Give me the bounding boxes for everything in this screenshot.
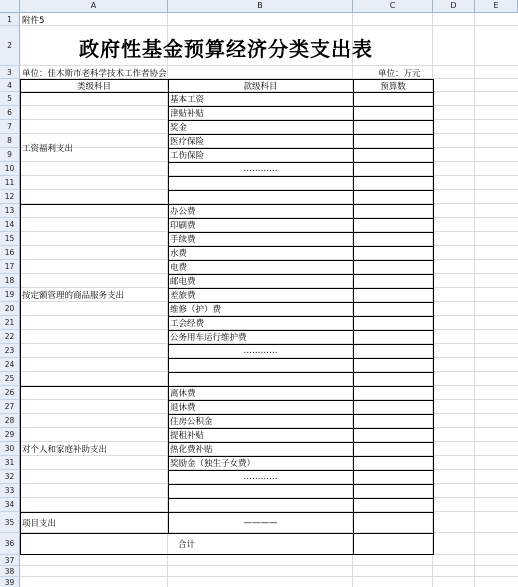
- group-salary-welfare: 工资福利支出: [22, 144, 74, 154]
- unit-organization: 单位：佳木斯市老科学技术工作者协会: [22, 68, 167, 79]
- row-header-21[interactable]: 21: [0, 316, 20, 330]
- row-header-9[interactable]: 9: [0, 148, 20, 162]
- page-title: 政府性基金预算经济分类支出表: [79, 36, 373, 61]
- gridline: [474, 13, 475, 587]
- table-border: [168, 428, 433, 429]
- row-header-3[interactable]: 3: [0, 66, 20, 79]
- item-cell[interactable]: 印刷费: [170, 221, 196, 231]
- row-header-2[interactable]: 2: [0, 26, 20, 66]
- table-border: [168, 442, 433, 443]
- item-cell[interactable]: 邮电费: [170, 277, 196, 287]
- item-cell[interactable]: 提租补贴: [170, 431, 205, 441]
- table-border: [168, 190, 433, 191]
- group-commodity-services: 按定额管理的商品服务支出: [22, 291, 125, 301]
- row-header-7[interactable]: 7: [0, 120, 20, 134]
- row-header-26[interactable]: 26: [0, 386, 20, 400]
- table-border: [168, 456, 433, 457]
- item-cell[interactable]: 基本工资: [170, 95, 205, 105]
- row-header-19[interactable]: 19: [0, 288, 20, 302]
- table-border: [168, 232, 433, 233]
- select-all-corner[interactable]: [0, 0, 20, 13]
- table-border: [168, 218, 433, 219]
- table-border: [20, 533, 433, 534]
- header-item: 款级科目: [243, 81, 278, 92]
- item-cell[interactable]: 奖励金（独生子女费）: [170, 459, 256, 469]
- item-cell[interactable]: 电费: [170, 263, 188, 273]
- row-header-39[interactable]: 39: [0, 577, 20, 587]
- item-cell[interactable]: 津贴补贴: [170, 109, 205, 119]
- table-border: [168, 302, 433, 303]
- table-border: [168, 134, 433, 135]
- table-border: [20, 92, 433, 93]
- row-header-38[interactable]: 38: [0, 566, 20, 577]
- item-cell[interactable]: 退休费: [170, 403, 196, 413]
- row-header-34[interactable]: 34: [0, 498, 20, 512]
- item-cell[interactable]: 手续费: [170, 235, 196, 245]
- row-header-17[interactable]: 17: [0, 260, 20, 274]
- table-border: [168, 358, 433, 359]
- item-cell[interactable]: 工伤保险: [170, 151, 205, 161]
- row-header-30[interactable]: 30: [0, 442, 20, 456]
- item-cell[interactable]: 公务用车运行维护费: [170, 333, 247, 343]
- column-header-d[interactable]: D: [433, 0, 475, 13]
- item-cell[interactable]: …………: [243, 346, 278, 356]
- row-header-11[interactable]: 11: [0, 176, 20, 190]
- gridline: [20, 576, 518, 577]
- row-header-32[interactable]: 32: [0, 470, 20, 484]
- table-border: [168, 330, 433, 331]
- item-cell[interactable]: 奖金: [170, 123, 188, 133]
- table-border: [168, 316, 433, 317]
- table-border: [168, 148, 433, 149]
- header-budget: 预算数: [380, 81, 406, 92]
- table-border: [168, 274, 433, 275]
- table-border: [168, 344, 433, 345]
- table-border: [168, 176, 433, 177]
- row-header-13[interactable]: 13: [0, 204, 20, 218]
- row-header-15[interactable]: 15: [0, 232, 20, 246]
- row-header-14[interactable]: 14: [0, 218, 20, 232]
- total-label: 合计: [177, 540, 195, 550]
- table-border: [20, 512, 433, 513]
- item-cell[interactable]: 离休费: [170, 389, 196, 399]
- table-border: [168, 288, 433, 289]
- header-category: 类级科目: [76, 81, 111, 92]
- table-border: [168, 470, 433, 471]
- row-header-12[interactable]: 12: [0, 190, 20, 204]
- table-border: [433, 79, 434, 555]
- item-cell[interactable]: 热化费补贴: [170, 445, 213, 455]
- column-header-e[interactable]: E: [475, 0, 518, 13]
- item-cell[interactable]: 医疗保险: [170, 137, 205, 147]
- row-header-10[interactable]: 10: [0, 162, 20, 176]
- row-header-23[interactable]: 23: [0, 344, 20, 358]
- row-header-22[interactable]: 22: [0, 330, 20, 344]
- table-border: [20, 79, 21, 555]
- item-cell[interactable]: …………: [243, 164, 278, 174]
- table-border: [168, 260, 433, 261]
- table-border: [168, 120, 433, 121]
- item-cell[interactable]: …………: [243, 472, 278, 482]
- table-border: [168, 400, 433, 401]
- table-border: [20, 204, 433, 205]
- row-header-16[interactable]: 16: [0, 246, 20, 260]
- row-header-8[interactable]: 8: [0, 134, 20, 148]
- table-border: [168, 106, 433, 107]
- row-header-27[interactable]: 27: [0, 400, 20, 414]
- item-cell[interactable]: 工会经费: [170, 319, 205, 329]
- table-border: [168, 484, 433, 485]
- row-header-29[interactable]: 29: [0, 428, 20, 442]
- row-header-33[interactable]: 33: [0, 484, 20, 498]
- row-header-35[interactable]: 35: [0, 512, 20, 533]
- unit-money: 单位：万元: [378, 68, 421, 79]
- group-personal-family-subsidy: 对个人和家庭补助支出: [22, 445, 108, 455]
- row-header-20[interactable]: 20: [0, 302, 20, 316]
- item-cell[interactable]: 水费: [170, 249, 188, 259]
- table-border: [20, 386, 433, 387]
- row-header-31[interactable]: 31: [0, 456, 20, 470]
- row-header-28[interactable]: 28: [0, 414, 20, 428]
- table-border: [168, 414, 433, 415]
- row-header-4[interactable]: 4: [0, 79, 20, 92]
- row-header-24[interactable]: 24: [0, 358, 20, 372]
- table-border: [20, 554, 434, 555]
- table-border: [168, 246, 433, 247]
- row-header-1[interactable]: 1: [0, 13, 20, 26]
- table-border: [168, 162, 433, 163]
- row-header-25[interactable]: 25: [0, 372, 20, 386]
- table-border: [168, 498, 433, 499]
- row-header-5[interactable]: 5: [0, 92, 20, 106]
- column-header-b[interactable]: B: [168, 0, 353, 13]
- item-cell[interactable]: 住房公积金: [170, 417, 213, 427]
- row-header-37[interactable]: 37: [0, 555, 20, 566]
- table-border: [168, 372, 433, 373]
- item-cell[interactable]: 维修（护）费: [170, 305, 222, 315]
- table-border: [20, 79, 433, 80]
- group-project-expense: 项目支出: [22, 518, 57, 529]
- row-header-6[interactable]: 6: [0, 106, 20, 120]
- column-header-a[interactable]: A: [20, 0, 168, 13]
- item-cell[interactable]: 差旅费: [170, 291, 196, 301]
- attachment-label: 附件5: [22, 15, 45, 26]
- item-cell[interactable]: 办公费: [170, 207, 196, 217]
- row-header-36[interactable]: 36: [0, 533, 20, 555]
- item-cell[interactable]: ————: [243, 517, 278, 528]
- gridline: [20, 565, 518, 566]
- column-header-c[interactable]: C: [353, 0, 433, 13]
- row-header-18[interactable]: 18: [0, 274, 20, 288]
